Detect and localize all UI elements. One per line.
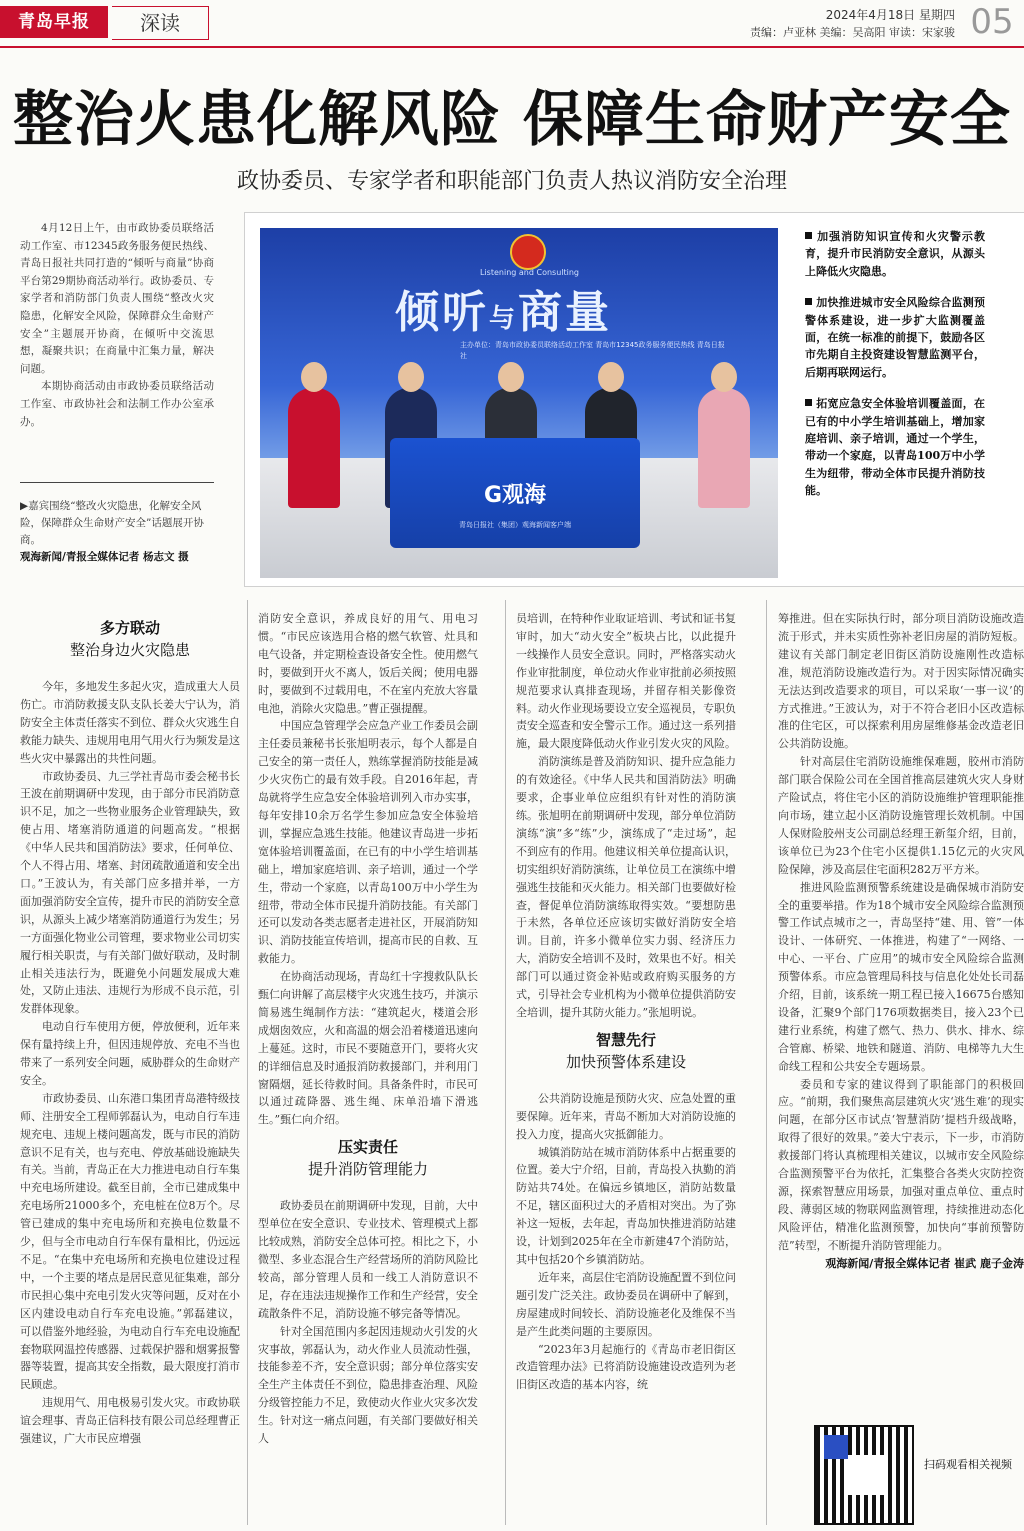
person-head bbox=[301, 362, 327, 392]
photo-title-part: 与 bbox=[489, 304, 519, 334]
body-paragraph: 政协委员在前期调研中发现，目前，大中型单位在安全意识、专业技术、管理模式上都比较成熟，消防安全总体可控。相比之下，小微型、多业态混合生产经营场所的消防风险比较高，部分管理人员和一线工人消防意识不足，存在违法违规操作工作和生产经营，安全疏散条件不足，消防设施不够完备等情况。 bbox=[258, 1199, 478, 1320]
person-head bbox=[711, 362, 737, 392]
column-divider bbox=[247, 600, 248, 1525]
person-head bbox=[598, 362, 624, 392]
body-paragraph: 近年来，高层住宅消防设施配置不到位问题引发广泛关注。政协委员在调研中了解到，房屋建成时间较长、消防设施老化及维保不当是产生此类问题的主要原因。 bbox=[516, 1270, 736, 1338]
column-divider bbox=[766, 600, 767, 1525]
intro-text bbox=[20, 220, 214, 431]
section-heading-key: 多方联动 bbox=[99, 619, 160, 637]
page-number: 05 bbox=[970, 2, 1014, 42]
photo-title bbox=[395, 276, 655, 340]
person-figure bbox=[288, 388, 340, 508]
caption-text: ▶嘉宾围绕“整改火灾隐患，化解安全风险，保障群众生命财产安全”话题展开协商。 bbox=[20, 500, 204, 546]
intro-divider bbox=[20, 482, 214, 483]
headline: 整治火患化解风险 保障生命财产安全 bbox=[13, 85, 1011, 155]
intro-paragraph: 4月12日上午，由市政协委员联络活动工作室、市12345政务服务便民热线、青岛日报社共同打造的“倾听与商量”协商平台第29期协商活动举行。政协委员、专家学者和消防部门负责人围绕“整改火灾隐患，化解安全风险，保障群众生命财产安全”主题展开协商，在倾听中交流思想，凝聚共识；在商量中汇集力量，解决问题。 bbox=[20, 222, 214, 375]
body-paragraph: 中国应急管理学会应急产业工作委员会副主任委员兼秘书长张旭明表示，每个人都是自己安全的第一责任人，熟练掌握消防技能是减少火灾伤亡的最有效手段。自2016年起，青岛就将学生应急安全体验培训列入市办实事，每年安排10余万名学生参加应急安全体验培训，掌握应急逃生技能。他建议青岛进一步拓宽体验培训覆盖面，在已有的中小学生培训基础上，增加家庭培训、亲子培训，通过一个学生，带动一个家庭，以青岛100万中小学生为纽带，带动全体市民提升消防技能。有关部门还可以发动各类志愿者走进社区，开展消防知识、消防技能宣传培训，提高市民的自救、互救能力。 bbox=[258, 719, 478, 966]
newspaper-logo: 青岛早报 bbox=[0, 6, 108, 38]
body-paragraph: 公共消防设施是预防火灾、应急处置的重要保障。近年来，青岛不断加大对消防设施的投入力度，提高火灾抵御能力。 bbox=[516, 1091, 736, 1141]
desk-logo: G观海 bbox=[483, 483, 547, 508]
section-tab: 深读 bbox=[112, 6, 209, 40]
section-heading-key: 压实责任 bbox=[337, 1138, 398, 1157]
qr-caption: 扫码观看相关视频 bbox=[924, 1458, 1012, 1471]
key-point-text: 拓宽应急安全体验培训覆盖面，在已有的中小学生培训基础上，增加家庭培训、亲子培训，通过一个学生，带动一个家庭，以青岛100万中小学生为纽带，带动全体市民提升消防技能。 bbox=[805, 397, 985, 498]
section-heading bbox=[258, 1137, 478, 1181]
square-bullet-icon bbox=[805, 399, 812, 406]
body-paragraph: 消防演练是普及消防知识、提升应急能力的有效途径。《中华人民共和国消防法》明确要求，企事业单位应组织有针对性的消防演练。张旭明在前期调研中发现，部分单位消防演练“演”多“练”少，演练成了“走过场”，起不到应有的作用。他建议相关单位提高认识，切实组织好消防演练，让单位员工在演练中增强逃生技能和灭火能力。相关部门也要做好检查，督促单位消防演练取得实效。“要想防患于未然，各单位还应该切实做好消防安全培训。目前，许多小微单位实力弱、经济压力大，消防安全培训不及时，效果也不好。相关部门可以通过资金补贴或政府购买服务的方式，引导社会专业机构为小微单位提供消防安全培训，提升其防火能力。”张旭明说。 bbox=[516, 755, 736, 1019]
column-divider bbox=[505, 600, 506, 1525]
key-point bbox=[805, 294, 985, 381]
desk-text: 青岛日报社（集团）观海新闻客户端 bbox=[459, 521, 571, 529]
body-paragraph: 今年，多地发生多起火灾，造成重大人员伤亡。市消防救援支队支队长姜大宁认为，消防安全主体责任落实不到位、群众火灾逃生自救能力缺失、违规用电用气用火行为频发是这些火灾中暴露出的共性问题。 bbox=[20, 680, 240, 765]
key-point-text: 加快推进城市安全风险综合监测预警体系建设，进一步扩大监测覆盖面，在统一标准的前提下，鼓励各区市先期自主投资建设智慧监测平台，后期再联网运行。 bbox=[805, 296, 985, 379]
qr-finder-mark bbox=[824, 1435, 848, 1459]
issue-date: 2024年4月18日 星期四 bbox=[825, 8, 955, 22]
key-point bbox=[805, 228, 985, 280]
body-paragraph: “2023年3月起施行的《青岛市老旧街区改造管理办法》已将消防设施建设改造列为老旧街区改造的基本内容，统 bbox=[516, 1342, 736, 1392]
body-paragraph: 在协商活动现场，青岛红十字搜救队队长甄仁向讲解了高层楼宇火灾逃生技巧，并演示简易逃生绳制作方法：“建筑起火，楼道会形成烟囱效应，火和高温的烟会沿着楼道迅速向上蔓延。这时，市民不要随意开门，要将火灾的详细信息及时通报消防救援部门，并利用门窗隔烟，延长待救时间。具备条件时，市民可以通过疏降器、逃生绳、床单沿墙下滑逃生。”甄仁向介绍。 bbox=[258, 970, 478, 1127]
person-head bbox=[498, 362, 524, 392]
body-paragraph: 消防安全意识，养成良好的用气、用电习惯。“市民应该选用合格的燃气软管、灶具和电气设备，并定期检查设备安全性。使用燃气时，要做到开火不离人，饭后关阀；使用电器时，要做到不过载用电，不在室内充放大容量电池，消除火灾隐患。”曹正强提醒。 bbox=[258, 612, 478, 715]
editors-line: 责编：卢亚林 美编：吴高阳 审读：宋家骏 bbox=[750, 26, 955, 39]
qr-center bbox=[844, 1455, 884, 1495]
section-heading-title: 加快预警体系建设 bbox=[565, 1052, 686, 1071]
article-column-1 bbox=[20, 610, 240, 1448]
square-bullet-icon bbox=[805, 298, 812, 305]
photo-title-part: 商量 bbox=[518, 287, 613, 338]
masthead bbox=[0, 0, 1024, 46]
host-desk bbox=[390, 438, 640, 548]
section-heading bbox=[516, 1030, 736, 1074]
body-paragraph: 针对高层住宅消防设施维保难题，胶州市消防部门联合保险公司在全国首推高层建筑火灾人身财产险试点，将住宅小区的消防设施维护管理职能推向市场，建立起小区消防设施管理长效机制。中国人保财险胶州支公司副总经理王新玺介绍，目前，该单位已为23个住宅小区提供1.15亿元的火灾风险保障，涉及高层住宅面积282万平方米。 bbox=[778, 755, 1024, 876]
qr-code-icon[interactable] bbox=[814, 1425, 914, 1525]
body-paragraph: 违规用气、用电极易引发火灾。市政协联谊会理事、青岛正信科技有限公司总经理曹正强建议，广大市民应增强 bbox=[20, 1396, 240, 1446]
article-column-3 bbox=[516, 610, 736, 1394]
person-head bbox=[398, 362, 424, 392]
article-column-2 bbox=[258, 610, 478, 1448]
body-paragraph: 员培训，在特种作业取证培训、考试和证书复审时，加大“动火安全”板块占比，以此提升一线操作人员安全意识。同时，严格落实动火作业审批制度，单位动火作业审批前必须按照规范要求认真排查现场，并留存相关影像资料。动火作业现场要设立安全巡视员，专职负责安全巡查和安全警示工作。通过这一系列措施，最大限度降低动火作业引发火灾的风险。 bbox=[516, 612, 736, 751]
header-rule bbox=[0, 46, 1024, 48]
key-points bbox=[805, 228, 985, 514]
body-paragraph: 推进风险监测预警系统建设是确保城市消防安全的重要举措。作为18个城市安全风险综合监测预警工作试点城市之一，青岛坚持“建、用、管”一体设计、一体研究、一体推进，构建了“一网络、一中心、一平台、广应用”的城市安全风险综合监测预警体系。市应急管理局科技与信息化处处长司磊介绍，目前，该系统一期工程已接入16675台感知设备，汇聚9个部门176项数据类目，接入23个已建行业系统，构建了燃气、热力、供水、排水、综合管廊、桥梁、地铁和隧道、消防、电梯等九大生命线工程和公共安全专题场景。 bbox=[778, 880, 1024, 1073]
square-bullet-icon bbox=[805, 232, 812, 239]
body-paragraph: 委员和专家的建议得到了职能部门的积极回应。“前期，我们聚焦高层建筑火灾‘逃生难’的现实问题，在部分区市试点‘智慧消防’提档升级战略，取得了很好的效果。”姜大宁表示，下一步，市消防救援部门将认真梳理相关建议，以城市安全风险综合监测预警平台为依托，汇集整合各类火灾防控资源，探索智慧应用场景，加强对重点单位、重点时段、薄弱区域的物联网监测管理，持续推进动态化风险评估，精准化监测预警，加快向“事前预警防范”转型，不断提升消防管理能力。 bbox=[778, 1077, 1024, 1252]
photo-host-text: 主办单位：青岛市政协委员联络活动工作室 青岛市12345政务服务便民热线 青岛日报社 bbox=[460, 341, 725, 360]
photo-title-part: 倾听 bbox=[395, 287, 489, 338]
body-paragraph: 市政协委员、九三学社青岛市委会秘书长王波在前期调研中发现，由于部分市民消防意识不足，加之一些物业服务企业管理缺失，致使占用、堵塞消防通道的问题高发。“根据《中华人民共和国消防法》要求，任何单位、个人不得占用、堵塞、封闭疏散通道和安全出口。”王波认为，有关部门应多措并举，一方面加强消防安全宣传，提升市民的消防安全意识，从源头上减少堵塞消防通道行为发生；另一方面强化物业公司管理，要求物业公司切实履行相关职责，与有关部门做好联动，及时制止相关违法行为，既避免小问题发展成大难处，又防止违法、违规行为形成不良示范，引发群体现象。 bbox=[20, 769, 240, 1016]
cppcc-emblem-icon bbox=[510, 234, 546, 270]
article-column-4 bbox=[778, 610, 1024, 1273]
body-paragraph: 电动自行车使用方便，停放便利，近年来保有量持续上升，但因违规停放、充电不当也带来了一系列安全问题，威胁群众的生命财产安全。 bbox=[20, 1020, 240, 1087]
intro-paragraph: 本期协商活动由市政协委员联络活动工作室、市政协社会和法制工作办公室承办。 bbox=[20, 380, 214, 428]
section-heading-key: 智慧先行 bbox=[595, 1030, 656, 1049]
key-point-text: 加强消防知识宣传和火灾警示教育，提升市民消防安全意识，从源头上降低火灾隐患。 bbox=[805, 230, 985, 278]
reporter-signature: 观海新闻/青报全媒体记者 崔武 鹿子金涛 bbox=[825, 1256, 1024, 1270]
body-paragraph: 市政协委员、山东港口集团青岛港特级技师、注册安全工程师郭磊认为，电动自行车违规充电、违规上楼问题高发，既与市民的消防意识不足有关，也与充电、停放基础设施缺失有关。当前，青岛正在大力推进电动自行车集中充电场所建设。截至目前，全市已建成集中充电场所21000多个，充电桩在位8万个。尽管已建成的集中充电场所和充换电位数量不少，但与全市电动自行车保有量相比，仍远远不足。“在集中充电场所和充换电位建设过程中，一个主要的堵点是居民意见征集难，部分市民担心集中充电引发火灾等问题，反对在小区内建设电动自行车充电设施。”郭磊建议，可以借鉴外地经验，为电动自行车充电设施配套物联网温控传感器、过载保护器和烟雾报警器等装置，提高其安全指数，最大限度打消市民顾虑。 bbox=[20, 1091, 240, 1392]
event-photo bbox=[260, 228, 778, 578]
person-figure bbox=[698, 388, 750, 508]
section-heading-title: 提升消防管理能力 bbox=[307, 1160, 428, 1179]
body-paragraph: 针对全国范围内多起因违规动火引发的火灾事故，郭磊认为，动火作业人员流动性强，技能参差不齐，安全意识弱；部分单位落实安全生产主体责任不到位，隐患排查治理、风险分级管控能力不足，致使动火作业火灾多次发生。针对这一痛点问题，有关部门要做好相关人 bbox=[258, 1324, 478, 1446]
subheadline: 政协委员、专家学者和职能部门负责人热议消防安全治理 bbox=[236, 169, 787, 194]
body-paragraph: 城镇消防站在城市消防体系中占据重要的位置。姜大宁介绍，目前，青岛投入执勤的消防站共74处。在偏远乡镇地区，消防站数量不足，辖区面积过大的矛盾相对突出。为了弥补这一短板，去年起，青岛加快推进消防站建设，计划到2025年在全市新建47个消防站，其中包括20个乡镇消防站。 bbox=[516, 1145, 736, 1266]
photo-english-title: Listening and Consulting bbox=[480, 268, 580, 277]
key-point bbox=[805, 395, 985, 499]
body-paragraph: 筹推进。但在实际执行时，部分项目消防设施改造流于形式，并未实质性弥补老旧房屋的消防短板。建议有关部门制定老旧街区消防设施刚性改造标准，规范消防设施改造行为。对于因实际情况确实无法达到改造要求的项目，可以采取‘一事一议’的方式推进。”王波认为，对于不符合老旧小区改造标准的住宅区，可以探索利用房屋维修基金改造老旧公共消防设施。 bbox=[778, 612, 1024, 751]
photo-caption bbox=[20, 498, 214, 566]
photo-credit: 观海新闻/青报全媒体记者 杨志文 摄 bbox=[20, 551, 189, 563]
section-heading bbox=[20, 618, 240, 662]
section-heading-title: 整治身边火灾隐患 bbox=[69, 641, 190, 659]
